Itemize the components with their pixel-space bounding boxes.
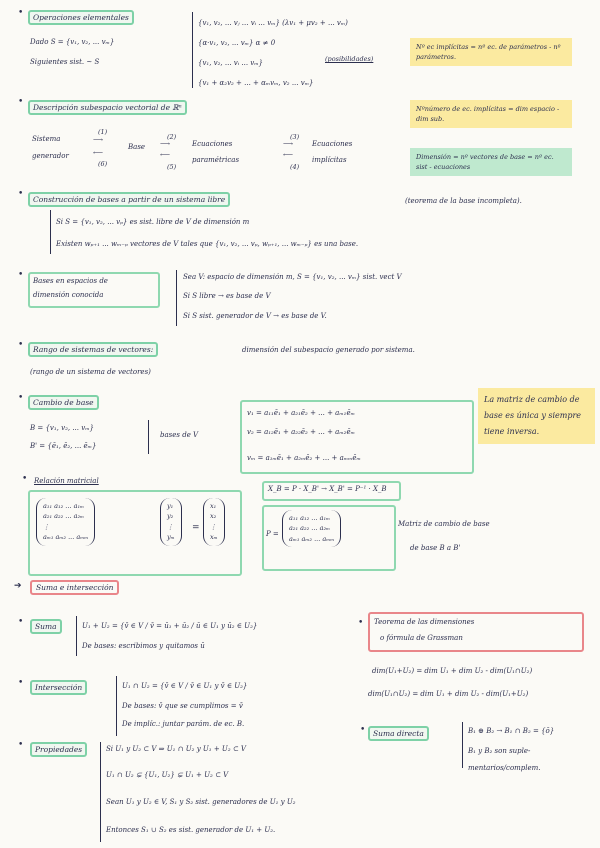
section-title-descripcion: Descripción subespacio vectorial de ℝⁿ xyxy=(28,100,187,115)
brace xyxy=(76,616,77,656)
brace xyxy=(192,12,193,88)
section-title-rango: Rango de sistemas de vectores: xyxy=(28,342,158,357)
vector-x xyxy=(203,498,225,546)
s4-l1: Sea V: espacio de dimensión m, S = {v₁, v₂, ... vₘ} sist. vect V xyxy=(183,273,402,281)
arrow: ⟵ xyxy=(283,151,294,159)
title-suma-directa: Suma directa xyxy=(368,726,429,741)
teo-title2: o fórmula de Grassman xyxy=(380,634,463,642)
arrow: ⟵ xyxy=(160,151,171,159)
suma-l2: De bases: escribimos y quitamos ū xyxy=(82,642,205,650)
brace xyxy=(148,420,149,454)
s7-note1: Matriz de cambio de base xyxy=(398,520,490,528)
matrix-row: a₂₁ a₂₂ ... a₂ₘ xyxy=(43,512,85,521)
matrix-row: aₘ₁ aₘ₂ ... aₘₘ xyxy=(43,533,89,542)
s6-eq1: v₁ = a₁₁ē₁ + a₂₁ē₂ + ... + aₘ₁ēₘ xyxy=(247,409,355,417)
s1-tag: (posibilidades) xyxy=(325,55,374,63)
brace xyxy=(100,742,101,842)
n2: (2) xyxy=(167,133,177,141)
matrix-a xyxy=(36,498,95,546)
inter-l1: U₁ ∩ U₂ = {v̄ ∈ V / v̄ ∈ U₁ y v̄ ∈ U₂} xyxy=(122,682,248,690)
s1-line2: Siguientes sist. ~ S xyxy=(30,58,100,66)
title-suma: Suma xyxy=(30,619,62,634)
bullet: • xyxy=(358,618,364,628)
s2-a2: generador xyxy=(32,152,69,160)
vec-entry: x₁ xyxy=(210,502,217,510)
inter-l2: De bases: v̄ que se cumplimos = v̄ xyxy=(122,702,243,710)
brace xyxy=(50,210,51,254)
dir-l3: mentarios/complem. xyxy=(468,764,541,772)
arrow: ⟶ xyxy=(93,136,104,144)
s4-l3: Si S sist. generador de V → es base de V. xyxy=(183,312,327,320)
section-title-cambio: Cambio de base xyxy=(28,395,99,410)
dir-l1: B₁ ⊕ B₂ → B₁ ∩ B₂ = {ō} xyxy=(468,727,555,735)
note-dim: Nºnúmero de ec. implícitas = dim espacio - dim sub. xyxy=(410,100,572,128)
n6: (6) xyxy=(98,160,108,168)
s3-l2: Existen wₚ₊₁ ... wₘ₋ₚ vectores de V tales que {v₁, v₂, ... vₚ, wₚ₊₁, ... wₘ₋ₚ} es una base. xyxy=(56,240,359,248)
op-1: {v₁, v₂, ... vⱼ ... vᵢ ... vₘ} (λv₁ + μv₂ + ... vₘ) xyxy=(198,19,348,27)
bullet: • xyxy=(18,393,24,403)
section-title-construccion: Construcción de bases a partir de un sistema libre xyxy=(28,192,230,207)
vector-y xyxy=(160,498,182,546)
section-title-relacion: Relación matricial xyxy=(34,477,99,485)
s6-eq2: v₂ = a₁₂ē₁ + a₂₂ē₂ + ... + aₘ₂ēₘ xyxy=(247,428,355,436)
bullet: • xyxy=(360,725,366,735)
prop-l1: Si U₁ y U₂ ⊂ V ⇒ U₁ ∩ U₂ y U₁ + U₂ ⊂ V xyxy=(106,745,246,753)
vec-entry: y₁ xyxy=(167,502,174,510)
title-interseccion: Intersección xyxy=(30,680,87,695)
matrix-row: a₂₁ a₂₂ ... a₂ₘ xyxy=(289,524,331,533)
bullet: • xyxy=(22,474,28,484)
s3-l1: Si S = {v₁, v₂, ... vₚ} es sist. libre de V de dimensión m xyxy=(56,218,250,226)
s2-c2: paramétricas xyxy=(192,156,240,164)
s4-title2: dimensión conocida xyxy=(33,291,104,299)
s2-c: Ecuaciones xyxy=(192,140,233,148)
vec-entry: ⋮ xyxy=(167,522,174,531)
op-3: {v₁, v₂, ... vᵢ ... vₘ} xyxy=(198,59,263,67)
n1: (1) xyxy=(98,128,108,136)
dim-2: dim(U₁∩U₂) = dim U₁ + dim U₂ - dim(U₁+U₂) xyxy=(368,690,529,698)
s2-b: Base xyxy=(128,143,146,151)
equals: = xyxy=(192,523,200,533)
s6-b2: B' = {ē₁, ē₂, ... ēₘ} xyxy=(30,442,97,450)
s1-ops xyxy=(198,13,348,93)
bullet: • xyxy=(18,8,24,18)
vec-entry: x₂ xyxy=(210,512,217,521)
p-label: P = xyxy=(266,530,279,538)
arrow: ⟶ xyxy=(283,140,294,148)
title-propiedades: Propiedades xyxy=(30,742,87,757)
dim-1: dim(U₁+U₂) = dim U₁ + dim U₂ - dim(U₁∩U₂) xyxy=(372,667,533,675)
n5: (5) xyxy=(167,163,177,171)
matrix-dots: ⋮ xyxy=(43,522,50,531)
op-4: {v₁ + α₂v₂ + ... + αₘvₘ, v₂ ... vₘ} xyxy=(198,79,314,87)
section-title-suma-interseccion: Suma e intersección xyxy=(30,580,119,595)
s5-rest: dimensión del subespacio generado por sistema. xyxy=(242,346,415,354)
note-ec-implicitas: Nº ec implícitas = nº ec. de parámetros - nº parámetros. xyxy=(410,38,572,66)
arrow-bullet: ➔ xyxy=(14,581,22,591)
matrix-row: aₘ₁ aₘ₂ ... aₘₘ xyxy=(289,534,335,543)
s7-formula: X_B = P · X_B' → X_B' = P⁻¹ · X_B xyxy=(268,485,387,493)
bullet: • xyxy=(18,678,24,688)
s6-b1: B = {v₁, v₂, ... vₘ} xyxy=(30,424,94,432)
bullet: • xyxy=(18,340,24,350)
n4: (4) xyxy=(290,163,300,171)
s2-a: Sistema xyxy=(32,135,61,143)
matrix-p xyxy=(282,510,341,547)
prop-l2: U₁ ∩ U₂ ⊊ {U₁, U₂} ⊊ U₁ + U₂ ⊂ V xyxy=(106,771,229,779)
s1-line1: Dado S = {v₁, v₂, ... vₘ} xyxy=(30,38,115,46)
bullet: • xyxy=(18,97,24,107)
arrow: ⟵ xyxy=(93,149,104,157)
prop-l4: Entonces S₁ ∪ S₂ es sist. generador de U₁ + U₂. xyxy=(106,826,276,834)
brace xyxy=(462,722,463,768)
dir-l2: B₁ y B₂ son suple- xyxy=(468,747,531,755)
matrix-row: a₁₁ a₁₂ ... a₁ₘ xyxy=(289,514,331,522)
section-title-operaciones: Operaciones elementales xyxy=(28,10,134,25)
s6-eq3: vₘ = a₁ₘē₁ + a₂ₘē₂ + ... + aₘₘēₘ xyxy=(247,454,361,462)
bullet: • xyxy=(18,270,24,280)
vec-entry: y₂ xyxy=(167,512,174,521)
suma-l1: U₁ + U₂ = {v̄ ∈ V / v̄ = ū₁ + ū₂ / ū ∈ U₁ y ū₂ ∈ U₂} xyxy=(82,622,258,630)
s2-d2: implícitas xyxy=(312,156,347,164)
s2-d: Ecuaciones xyxy=(312,140,353,148)
brace xyxy=(176,270,177,326)
vec-entry: xₘ xyxy=(210,533,218,542)
brace xyxy=(116,676,117,736)
teo-title: Teorema de las dimensiones xyxy=(374,618,475,626)
note-matriz: La matriz de cambio de base es única y siempre tiene inversa. xyxy=(478,388,595,444)
matrix-row: a₁₁ a₁₂ ... a₁ₘ xyxy=(43,502,85,510)
vec-entry: yₘ xyxy=(167,533,175,542)
s6-bases: bases de V xyxy=(160,431,199,439)
inter-l3: De implíc.: juntar parám. de ec. B. xyxy=(122,720,245,728)
arrow: ⟶ xyxy=(160,140,171,148)
s5-sub: (rango de un sistema de vectores) xyxy=(30,368,151,376)
s4-l2: Si S libre → es base de V xyxy=(183,292,271,300)
s3-title2: (teorema de la base incompleta). xyxy=(405,197,522,205)
bullet: • xyxy=(18,617,24,627)
prop-l3: Sean U₁ y U₂ ∈ V, S₁ y S₂ sist. generadores de U₁ y U₂ xyxy=(106,798,296,806)
note-dimension: Dimensión = nº vectores de base = nº ec. sist - ecuaciones xyxy=(410,148,572,176)
op-2: {α·v₁, v₂, ... vₘ} α ≠ 0 xyxy=(198,39,276,47)
bullet: • xyxy=(18,189,24,199)
vec-entry: ⋮ xyxy=(210,522,217,531)
s7-note2: de base B a B' xyxy=(410,544,461,552)
bullet: • xyxy=(18,740,24,750)
s4-title: Bases en espacios de xyxy=(33,277,108,285)
n3: (3) xyxy=(290,133,300,141)
